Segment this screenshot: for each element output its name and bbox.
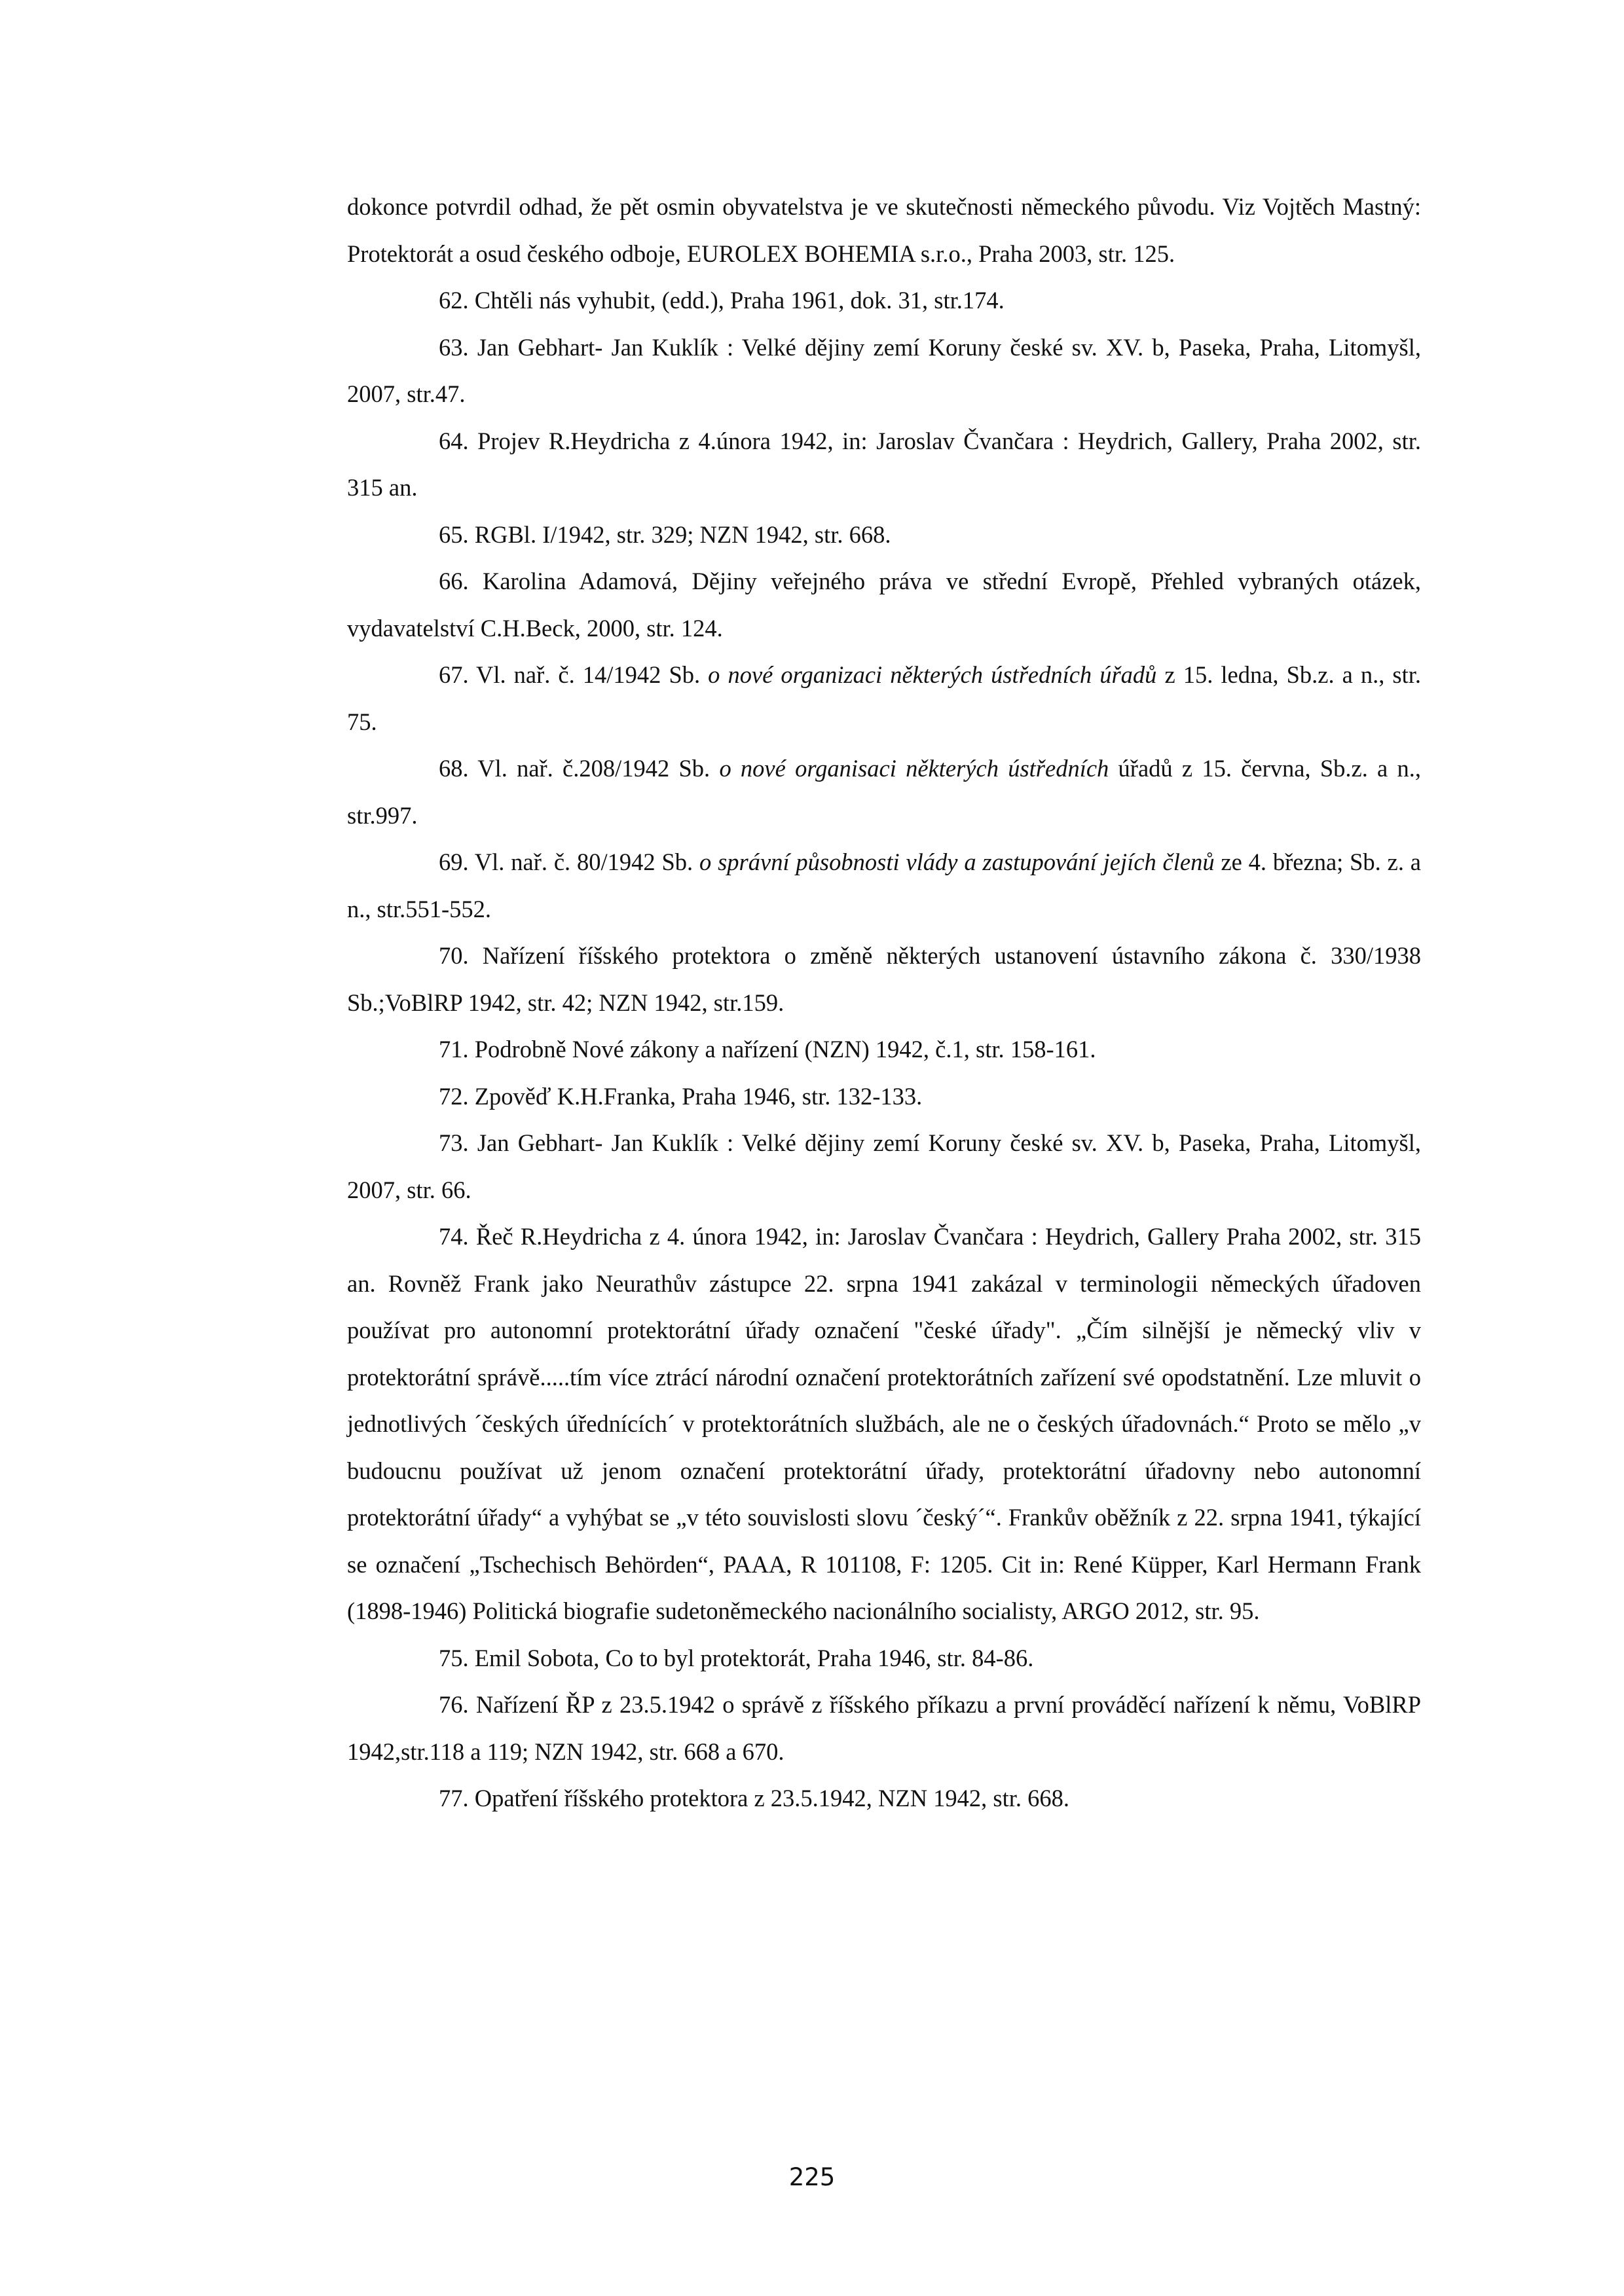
endnote-71 <box>347 1026 1421 1073</box>
endnote-text: Vl. nař. č. 14/1942 Sb. <box>468 661 709 688</box>
endnote-73 <box>347 1120 1421 1213</box>
endnote-number: 64. <box>439 427 469 454</box>
endnote-number: 75. <box>439 1644 469 1671</box>
endnote-number: 71. <box>439 1036 469 1063</box>
endnote-number: 63. <box>439 333 469 361</box>
endnote-69 <box>347 839 1421 932</box>
endnote-number: 69. <box>439 848 469 875</box>
endnote-text: Podrobně Nové zákony a nařízení (NZN) 1942, č.1, str. 158-161. <box>468 1036 1096 1063</box>
endnote-tail: z 15. ledna, Sb.z. a n., str. 75. <box>347 661 1421 735</box>
endnote-72 <box>347 1073 1421 1120</box>
endnote-tail: úřadů z 15. června, Sb.z. a n., str.997. <box>347 755 1422 829</box>
endnote-text: Zpověď K.H.Franka, Praha 1946, str. 132-133. <box>468 1082 923 1110</box>
endnote-text: Vl. nař. č.208/1942 Sb. <box>468 755 720 782</box>
endnote-text: Nařízení říšského protektora o změně některých ustanovení ústavního zákona č. 330/1938 Sb.;VoBlRP 1942, str. 42; NZN 1942, str.159. <box>347 942 1421 1016</box>
endnote-text: Řeč R.Heydricha z 4. února 1942, in: Jaroslav Čvančara : Heydrich, Gallery Praha 2002, str. 315 an. Rovněž Frank jako Neurathův zástupce 22. srpna 1941 zakázal v terminologii německých úřadoven používat pro autonomní protektorátní úřady označení "české úřady". „Čím silnější je německý vliv v protektorátní správě.....tím více ztrácí národní označení protektorátních zařízení své opodstatnění. Lze mluvit o jednotlivých ´českých úřednících´ v protektorátních službách, ale ne o českých úřadovnách.“ Proto se mělo „v budoucnu používat už jenom označení protektorátní úřady, protektorátní úřadovny nebo autonomní protektorátní úřady“ a vyhýbat se „v této souvislosti slovu ´český´“. Frankův oběžník z 22. srpna 1941, týkající se označení „Tschechisch Behörden“, PAAA, R 101108, F: 1205. Cit in: René Küpper, Karl Hermann Frank (1898-1946) Politická biografie sudetoněmeckého nacionálního socialisty, ARGO 2012, str. 95. <box>347 1223 1421 1624</box>
endnote-text: Emil Sobota, Co to byl protektorát, Praha 1946, str. 84-86. <box>468 1644 1034 1671</box>
endnote-number: 76. <box>439 1691 469 1718</box>
endnote-tail: ze 4. března; Sb. z. a n., str.551-552. <box>347 848 1422 922</box>
endnote-number: 62. <box>439 287 469 314</box>
endnote-76 <box>347 1681 1421 1775</box>
endnote-67 <box>347 651 1421 745</box>
endnote-number: 72. <box>439 1082 469 1110</box>
endnote-number: 67. <box>439 661 469 688</box>
endnote-italic-title: o nové organisaci některých ústředních <box>719 755 1109 782</box>
endnote-text: Opatření říšského protektora z 23.5.1942, NZN 1942, str. 668. <box>468 1785 1070 1812</box>
endnote-text: Karolina Adamová, Dějiny veřejného práva ve střední Evropě, Přehled vybraných otázek, vydavatelství C.H.Beck, 2000, str. 124. <box>347 568 1421 642</box>
endnote-61-continuation: dokonce potvrdil odhad, že pět osmin obyvatelstva je ve skutečnosti německého původu. Viz Vojtěch Mastný: Protektorát a osud českého odboje, EUROLEX BOHEMIA s.r.o., Praha 2003, str. 125. <box>347 193 1421 267</box>
endnote-number: 68. <box>439 755 469 782</box>
endnotes-body <box>347 183 1421 1822</box>
endnote-text: Nařízení ŘP z 23.5.1942 o správě z říšského příkazu a první prováděcí nařízení k němu, VoBlRP 1942,str.118 a 119; NZN 1942, str. 668 a 670. <box>347 1691 1421 1765</box>
endnote-text: RGBl. I/1942, str. 329; NZN 1942, str. 668. <box>468 520 891 548</box>
endnote-number: 73. <box>439 1129 469 1156</box>
endnote-70 <box>347 932 1421 1026</box>
endnote-74 <box>347 1213 1421 1635</box>
endnote-62 <box>347 277 1421 324</box>
endnote-italic-title: o nové organizaci některých ústředních úřadů <box>708 661 1157 688</box>
endnote-63 <box>347 324 1421 418</box>
page-number: 225 <box>788 2163 836 2191</box>
endnote-text: Chtěli nás vyhubit, (edd.), Praha 1961, dok. 31, str.174. <box>468 287 1005 314</box>
endnote-italic-title: o správní působnosti vlády a zastupování jejích členů <box>699 848 1215 875</box>
endnote-number: 66. <box>439 568 469 594</box>
endnote-text: Jan Gebhart- Jan Kuklík : Velké dějiny zemí Koruny české sv. XV. b, Paseka, Praha, Litomyšl, 2007, str.47. <box>347 333 1421 407</box>
endnote-number: 65. <box>439 520 469 548</box>
endnote-75 <box>347 1635 1421 1682</box>
endnote-text: Vl. nař. č. 80/1942 Sb. <box>468 848 699 875</box>
endnote-77 <box>347 1775 1421 1822</box>
endnote-text: Projev R.Heydricha z 4.února 1942, in: Jaroslav Čvančara : Heydrich, Gallery, Praha 2002, str. 315 an. <box>347 427 1421 501</box>
endnote-number: 70. <box>439 942 469 969</box>
endnote-66 <box>347 558 1421 651</box>
endnote-64 <box>347 418 1421 511</box>
endnote-number: 74. <box>439 1223 469 1250</box>
endnote-65 <box>347 511 1421 558</box>
endnote-text: Jan Gebhart- Jan Kuklík : Velké dějiny zemí Koruny české sv. XV. b, Paseka, Praha, Litomyšl, 2007, str. 66. <box>347 1129 1421 1203</box>
endnote-68 <box>347 745 1421 839</box>
endnote-number: 77. <box>439 1785 469 1812</box>
